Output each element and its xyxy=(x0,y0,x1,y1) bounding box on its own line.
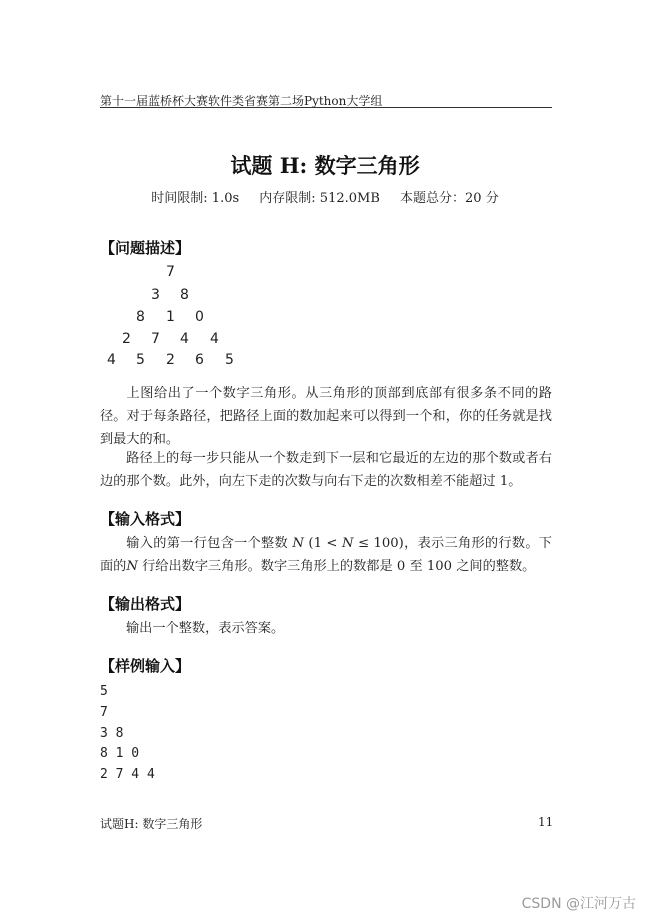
footer-title: 试题H: 数字三角形 xyxy=(100,817,203,831)
description-paragraph-2: 路径上的每一步只能从一个数走到下一层和它最近的左边的那个数或者右边的那个数。此外，向左下走的次数与向右下走的次数相差不能超过 1。 xyxy=(100,451,552,489)
triangle-number: 0 xyxy=(195,309,204,325)
sample-input-line: 7 xyxy=(100,705,108,720)
sample-input-line: 5 xyxy=(100,684,108,699)
triangle-number: 3 xyxy=(151,287,160,303)
triangle-number: 5 xyxy=(225,352,234,368)
time-limit: 时间限制: 1.0s xyxy=(151,191,240,206)
triangle-number: 4 xyxy=(107,352,116,368)
section-description-heading: 【问题描述】 xyxy=(100,239,191,257)
triangle-number: 8 xyxy=(180,287,189,303)
triangle-number: 7 xyxy=(166,264,175,280)
header-rule xyxy=(100,107,552,108)
memory-limit: 内存限制: 512.0MB xyxy=(259,191,380,206)
score-total: 本题总分：20 分 xyxy=(400,191,499,206)
triangle-number: 2 xyxy=(122,331,131,347)
triangle-number: 6 xyxy=(195,352,204,368)
sample-input-line: 3 8 xyxy=(100,726,124,741)
problem-title: 试题 H: 数字三角形 xyxy=(230,153,420,178)
description-paragraph-1: 上图给出了一个数字三角形。从三角形的顶部到底部有很多条不同的路径。对于每条路径，把路径上面的数加起来可以得到一个和，你的任务就是找到最大的和。 xyxy=(100,386,552,447)
input-format-paragraph: 输入的第一行包含一个整数 N (1 < N ≤ 100)，表示三角形的行数。下面的N 行给出数字三角形。数字三角形上的数都是 0 至 100 之间的整数。 xyxy=(100,536,552,574)
triangle-number: 1 xyxy=(166,309,175,325)
watermark: CSDN @江河万古 xyxy=(521,896,636,912)
output-format-paragraph: 输出一个整数，表示答案。 xyxy=(126,621,285,636)
section-sample-input-heading: 【样例输入】 xyxy=(100,657,191,675)
sample-input-line: 2 7 4 4 xyxy=(100,767,155,782)
page-number: 11 xyxy=(538,815,554,829)
triangle-number: 4 xyxy=(180,331,189,347)
limits-line xyxy=(0,187,650,206)
section-output-heading: 【输出格式】 xyxy=(100,595,191,613)
triangle-number: 2 xyxy=(166,352,175,368)
triangle-number: 5 xyxy=(136,352,145,368)
page-header: 第十一届蓝桥杯大赛软件类省赛第二场Python大学组 xyxy=(100,94,383,108)
triangle-number: 4 xyxy=(210,331,219,347)
triangle-number: 7 xyxy=(151,331,160,347)
section-input-heading: 【输入格式】 xyxy=(100,510,191,528)
triangle-number: 8 xyxy=(136,309,145,325)
sample-input-line: 8 1 0 xyxy=(100,746,140,761)
